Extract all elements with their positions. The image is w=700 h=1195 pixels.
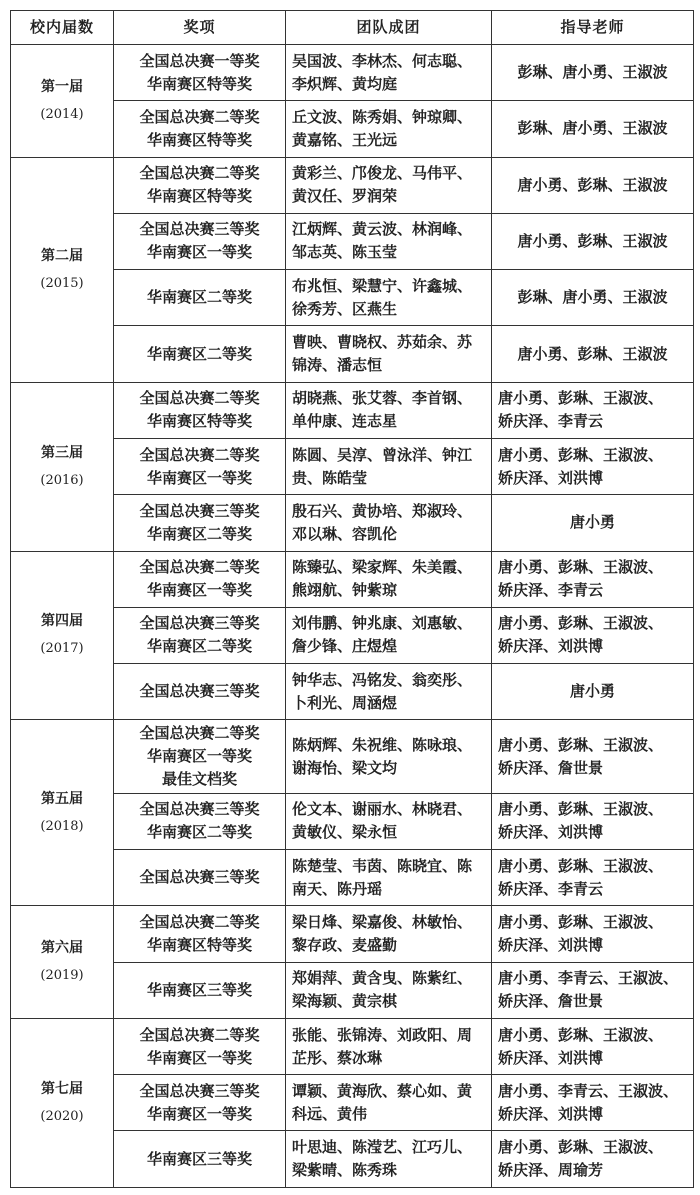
instructors-line: 娇庆泽、刘洪博 — [498, 637, 604, 656]
table-row — [11, 45, 694, 101]
edition-cell — [11, 1018, 114, 1187]
team-line: 吴国波、李林杰、何志聪、 — [292, 51, 473, 70]
table-row — [11, 438, 694, 494]
edition-name: 第二届 — [41, 247, 83, 264]
instructors-line: 唐小勇、彭琳、王淑波 — [517, 231, 668, 250]
award-line: 华南赛区二等奖 — [146, 637, 252, 656]
table-row — [11, 1075, 694, 1131]
edition-name: 第四届 — [41, 613, 83, 630]
award-cell — [114, 326, 286, 382]
team-line: 黄嘉铭、王光远 — [292, 130, 398, 149]
instructors-line: 娇庆泽、詹世景 — [498, 758, 604, 777]
award-line: 全国总决赛三等奖 — [139, 501, 260, 520]
team-cell — [286, 45, 492, 101]
award-cell — [114, 438, 286, 494]
table-row — [11, 213, 694, 269]
edition-name: 第三届 — [41, 444, 83, 461]
instructors-line: 唐小勇、李青云、王淑波、 — [498, 969, 679, 988]
table-body — [11, 45, 694, 1188]
award-line: 华南赛区二等奖 — [146, 344, 252, 363]
instructors-line: 娇庆泽、刘洪博 — [498, 935, 604, 954]
instructors-cell — [492, 551, 694, 607]
instructors-cell — [492, 101, 694, 157]
team-line: 曹映、曹晓权、苏茹余、苏 — [292, 333, 473, 352]
instructors-cell — [492, 1075, 694, 1131]
instructors-line: 彭琳、唐小勇、王淑波 — [517, 288, 668, 307]
award-line: 全国总决赛二等奖 — [139, 445, 260, 464]
team-line: 梁日烽、梁嘉俊、林敏怡、 — [292, 912, 473, 931]
header-instructors: 指导老师 — [492, 11, 694, 45]
award-line: 全国总决赛二等奖 — [139, 558, 260, 577]
award-line: 华南赛区二等奖 — [146, 288, 252, 307]
awards-table-container — [10, 10, 693, 1188]
award-cell — [114, 45, 286, 101]
team-line: 张能、张锦涛、刘政阳、周 — [292, 1025, 473, 1044]
award-cell — [114, 101, 286, 157]
team-line: 李炽辉、黄均庭 — [292, 74, 398, 93]
table-row — [11, 906, 694, 962]
table-row — [11, 270, 694, 326]
team-line: 梁海颖、黄宗棋 — [292, 992, 398, 1011]
award-cell — [114, 1018, 286, 1074]
team-line: 殷石兴、黄协培、郑淑玲、 — [292, 501, 473, 520]
award-line: 华南赛区特等奖 — [146, 935, 252, 954]
instructors-line: 唐小勇、彭琳、王淑波、 — [498, 1138, 664, 1157]
awards-table — [10, 10, 694, 1188]
award-cell — [114, 495, 286, 551]
instructors-line: 唐小勇 — [569, 513, 615, 532]
award-line: 全国总决赛二等奖 — [139, 164, 260, 183]
award-cell — [114, 962, 286, 1018]
award-cell — [114, 213, 286, 269]
edition-cell — [11, 45, 114, 158]
team-line: 钟华志、冯铭发、翁奕彤、 — [292, 670, 473, 689]
instructors-line: 唐小勇、彭琳、王淑波、 — [498, 856, 664, 875]
team-line: 谢海怡、梁文均 — [292, 758, 398, 777]
team-cell — [286, 438, 492, 494]
edition-name: 第五届 — [41, 790, 83, 807]
table-row — [11, 720, 694, 793]
team-line: 熊翊航、钟紫琼 — [292, 581, 398, 600]
award-line: 华南赛区一等奖 — [146, 1048, 252, 1067]
edition-year: (2015) — [40, 275, 84, 291]
table-row — [11, 962, 694, 1018]
instructors-cell — [492, 1131, 694, 1188]
team-line: 科远、黄伟 — [292, 1104, 368, 1123]
award-line: 全国总决赛三等奖 — [139, 614, 260, 633]
team-line: 江炳辉、黄云波、林润峰、 — [292, 220, 473, 239]
edition-cell — [11, 720, 114, 906]
instructors-line: 唐小勇、李青云、王淑波、 — [498, 1081, 679, 1100]
edition-cell — [11, 906, 114, 1019]
team-line: 詹少锋、庄煜煌 — [292, 637, 398, 656]
instructors-line: 娇庆泽、周瑜芳 — [498, 1161, 604, 1180]
team-cell — [286, 664, 492, 720]
team-line: 南天、陈丹瑶 — [292, 879, 383, 898]
table-row — [11, 326, 694, 382]
team-line: 陈楚莹、韦茵、陈晓宜、陈 — [292, 856, 473, 875]
team-cell — [286, 213, 492, 269]
team-line: 陈臻弘、梁家辉、朱美霞、 — [292, 558, 473, 577]
instructors-line: 娇庆泽、李青云 — [498, 581, 604, 600]
instructors-cell — [492, 664, 694, 720]
team-cell — [286, 270, 492, 326]
award-cell — [114, 1075, 286, 1131]
award-line: 华南赛区特等奖 — [146, 412, 252, 431]
team-line: 卜利光、周涵煜 — [292, 693, 398, 712]
edition-name: 第七届 — [41, 1080, 83, 1097]
team-cell — [286, 1075, 492, 1131]
header-edition: 校内届数 — [11, 11, 114, 45]
team-line: 伦文本、谢丽水、林晓君、 — [292, 800, 473, 819]
award-line: 全国总决赛二等奖 — [139, 724, 260, 743]
table-row — [11, 1131, 694, 1188]
team-line: 黎存政、麦盛勤 — [292, 935, 398, 954]
instructors-line: 彭琳、唐小勇、王淑波 — [517, 119, 668, 138]
instructors-cell — [492, 793, 694, 849]
award-line: 华南赛区三等奖 — [146, 980, 252, 999]
edition-cell — [11, 382, 114, 551]
award-cell — [114, 551, 286, 607]
award-cell — [114, 720, 286, 793]
award-line: 华南赛区一等奖 — [146, 581, 252, 600]
edition-name: 第六届 — [41, 940, 83, 957]
team-cell — [286, 607, 492, 663]
instructors-line: 娇庆泽、刘洪博 — [498, 1104, 604, 1123]
instructors-cell — [492, 157, 694, 213]
edition-name: 第一届 — [41, 78, 83, 95]
team-cell — [286, 962, 492, 1018]
instructors-cell — [492, 850, 694, 906]
award-cell — [114, 157, 286, 213]
team-cell — [286, 1018, 492, 1074]
edition-cell — [11, 551, 114, 720]
award-line: 全国总决赛二等奖 — [139, 1025, 260, 1044]
team-line: 布兆恒、梁慧宁、许鑫城、 — [292, 276, 473, 295]
award-line: 华南赛区特等奖 — [146, 74, 252, 93]
instructors-cell — [492, 45, 694, 101]
header-team: 团队成团 — [286, 11, 492, 45]
team-cell — [286, 326, 492, 382]
table-row — [11, 157, 694, 213]
team-line: 锦涛、潘志恒 — [292, 356, 383, 375]
team-cell — [286, 906, 492, 962]
award-line: 华南赛区特等奖 — [146, 187, 252, 206]
table-row — [11, 495, 694, 551]
instructors-line: 唐小勇、彭琳、王淑波、 — [498, 800, 664, 819]
award-line: 华南赛区一等奖 — [146, 1104, 252, 1123]
instructors-cell — [492, 720, 694, 793]
award-line: 华南赛区一等奖 — [146, 243, 252, 262]
instructors-line: 娇庆泽、李青云 — [498, 412, 604, 431]
award-line: 全国总决赛二等奖 — [139, 912, 260, 931]
award-cell — [114, 664, 286, 720]
table-row — [11, 101, 694, 157]
table-row — [11, 1018, 694, 1074]
instructors-cell — [492, 213, 694, 269]
award-line: 全国总决赛三等奖 — [139, 868, 260, 887]
instructors-cell — [492, 906, 694, 962]
award-line: 华南赛区二等奖 — [146, 524, 252, 543]
award-line: 全国总决赛三等奖 — [139, 220, 260, 239]
edition-year: (2020) — [40, 1108, 84, 1124]
award-line: 华南赛区特等奖 — [146, 130, 252, 149]
team-line: 郑娟萍、黄含曳、陈紫红、 — [292, 969, 473, 988]
award-cell — [114, 382, 286, 438]
instructors-line: 娇庆泽、刘洪博 — [498, 468, 604, 487]
team-cell — [286, 157, 492, 213]
award-line: 全国总决赛二等奖 — [139, 107, 260, 126]
team-line: 刘伟鹏、钟兆康、刘惠敏、 — [292, 614, 473, 633]
instructors-cell — [492, 1018, 694, 1074]
team-line: 单仲康、连志星 — [292, 412, 398, 431]
award-line: 全国总决赛三等奖 — [139, 682, 260, 701]
edition-year: (2018) — [40, 818, 84, 834]
award-cell — [114, 850, 286, 906]
instructors-line: 唐小勇、彭琳、王淑波、 — [498, 445, 664, 464]
instructors-line: 娇庆泽、刘洪博 — [498, 1048, 604, 1067]
award-cell — [114, 270, 286, 326]
team-line: 黄彩兰、邝俊龙、马伟平、 — [292, 164, 473, 183]
table-row — [11, 551, 694, 607]
award-line: 华南赛区一等奖 — [146, 747, 252, 766]
team-line: 邓以琳、容凯伦 — [292, 524, 398, 543]
team-cell — [286, 551, 492, 607]
table-row — [11, 664, 694, 720]
award-line: 全国总决赛一等奖 — [139, 51, 260, 70]
table-row — [11, 850, 694, 906]
instructors-line: 唐小勇、彭琳、王淑波、 — [498, 558, 664, 577]
instructors-line: 唐小勇、彭琳、王淑波、 — [498, 735, 664, 754]
instructors-cell — [492, 326, 694, 382]
award-cell — [114, 906, 286, 962]
instructors-cell — [492, 495, 694, 551]
edition-year: (2019) — [40, 968, 84, 984]
team-line: 黄汉任、罗润荣 — [292, 187, 398, 206]
award-line: 华南赛区三等奖 — [146, 1149, 252, 1168]
header-award: 奖项 — [114, 11, 286, 45]
team-line: 芷彤、蔡冰琳 — [292, 1048, 383, 1067]
instructors-line: 唐小勇、彭琳、王淑波 — [517, 344, 668, 363]
edition-cell — [11, 157, 114, 382]
award-cell — [114, 1131, 286, 1188]
instructors-line: 娇庆泽、詹世景 — [498, 992, 604, 1011]
instructors-line: 唐小勇、彭琳、王淑波、 — [498, 389, 664, 408]
instructors-cell — [492, 270, 694, 326]
table-row — [11, 793, 694, 849]
award-cell — [114, 793, 286, 849]
team-cell — [286, 382, 492, 438]
award-cell — [114, 607, 286, 663]
team-line: 徐秀芳、区燕生 — [292, 299, 398, 318]
instructors-cell — [492, 382, 694, 438]
instructors-line: 娇庆泽、李青云 — [498, 879, 604, 898]
award-line: 华南赛区一等奖 — [146, 468, 252, 487]
team-line: 丘文波、陈秀娟、钟琼卿、 — [292, 107, 473, 126]
team-line: 黄敏仪、梁永恒 — [292, 823, 398, 842]
instructors-cell — [492, 962, 694, 1018]
table-row — [11, 382, 694, 438]
team-line: 谭颖、黄海欣、蔡心如、黄 — [292, 1081, 473, 1100]
award-line: 最佳文档奖 — [161, 770, 237, 789]
team-line: 胡晓燕、张艾蓉、李首钢、 — [292, 389, 473, 408]
instructors-line: 彭琳、唐小勇、王淑波 — [517, 63, 668, 82]
team-line: 梁紫晴、陈秀珠 — [292, 1161, 398, 1180]
award-line: 全国总决赛三等奖 — [139, 800, 260, 819]
team-line: 陈圆、吴淳、曾泳洋、钟江 — [292, 445, 473, 464]
instructors-line: 唐小勇、彭琳、王淑波、 — [498, 912, 664, 931]
header-row — [11, 11, 694, 45]
instructors-line: 唐小勇 — [569, 682, 615, 701]
instructors-line: 唐小勇、彭琳、王淑波、 — [498, 614, 664, 633]
team-line: 邹志英、陈玉莹 — [292, 243, 398, 262]
edition-year: (2014) — [40, 106, 84, 122]
team-cell — [286, 720, 492, 793]
instructors-line: 唐小勇、彭琳、王淑波 — [517, 175, 668, 194]
edition-year: (2016) — [40, 472, 84, 488]
team-cell — [286, 850, 492, 906]
award-line: 全国总决赛二等奖 — [139, 389, 260, 408]
instructors-cell — [492, 438, 694, 494]
team-cell — [286, 1131, 492, 1188]
edition-year: (2017) — [40, 641, 84, 657]
team-line: 贵、陈皓莹 — [292, 468, 368, 487]
table-row — [11, 607, 694, 663]
team-line: 陈炳辉、朱祝维、陈咏琅、 — [292, 735, 473, 754]
instructors-line: 唐小勇、彭琳、王淑波、 — [498, 1025, 664, 1044]
instructors-line: 娇庆泽、刘洪博 — [498, 823, 604, 842]
award-line: 华南赛区二等奖 — [146, 823, 252, 842]
instructors-cell — [492, 607, 694, 663]
team-cell — [286, 101, 492, 157]
team-cell — [286, 495, 492, 551]
award-line: 全国总决赛三等奖 — [139, 1081, 260, 1100]
team-cell — [286, 793, 492, 849]
team-line: 叶思迪、陈滢艺、江巧儿、 — [292, 1138, 473, 1157]
